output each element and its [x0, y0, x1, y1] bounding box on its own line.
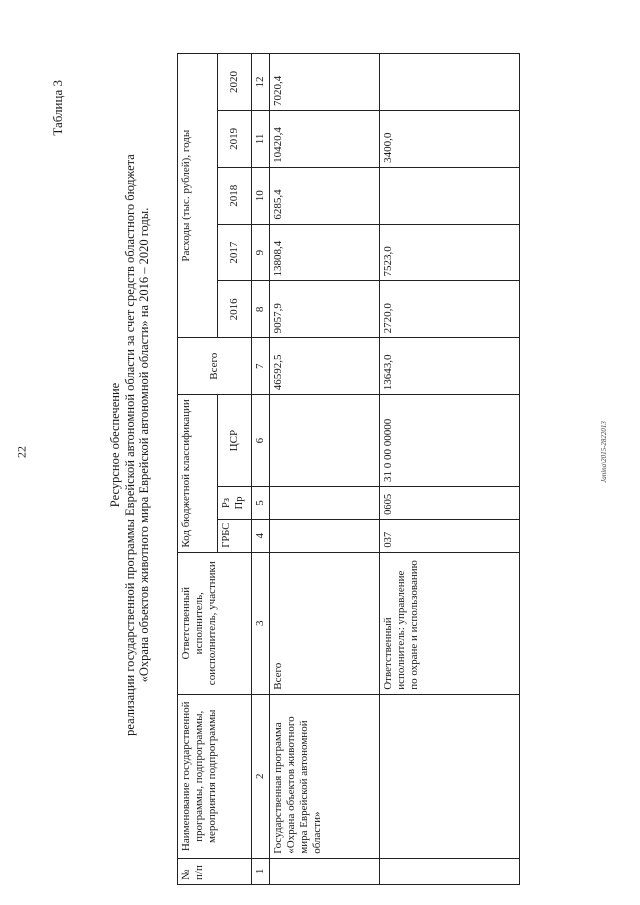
- row-2020: [380, 54, 520, 111]
- resource-table: [177, 53, 520, 885]
- row-2020: 7020,4: [270, 54, 380, 111]
- header-year: 2018: [218, 167, 252, 224]
- row-grbs: [270, 519, 380, 552]
- row-executor: Всего: [270, 552, 380, 694]
- rotated-page-content: [30, 0, 610, 895]
- col-number: 4: [252, 519, 270, 552]
- row-2018: 6285,4: [270, 167, 380, 224]
- col-number: 11: [252, 110, 270, 167]
- col-number: 8: [252, 281, 270, 338]
- col-number: 12: [252, 54, 270, 111]
- row-2017: 13808,4: [270, 224, 380, 281]
- header-year: 2016: [218, 281, 252, 338]
- row-name: [380, 694, 520, 858]
- row-total: 13643,0: [380, 338, 520, 395]
- column-number-row: [252, 54, 270, 885]
- row-rzpr: [270, 487, 380, 520]
- header-year: 2020: [218, 54, 252, 111]
- title-line-2: реализации государственной программы Еврейской автономной области за счет средств областного бюджета: [122, 154, 137, 736]
- row-csr: [270, 395, 380, 487]
- header-year: 2019: [218, 110, 252, 167]
- page-number: 22: [14, 446, 29, 458]
- header-name: Наименование государственной программы, подпрограммы, мероприятия подпрограммы: [178, 694, 252, 858]
- row-2016: 9057,9: [270, 281, 380, 338]
- title-line-3: «Охрана объектов животного мира Еврейской автономной области» на 2016 – 2020 годы.: [137, 207, 151, 683]
- header-budget-code: Код бюджетной классификации: [178, 395, 218, 552]
- row-2016: 2720,0: [380, 281, 520, 338]
- col-number: 10: [252, 167, 270, 224]
- header-executor: Ответственный исполнитель, соисполнитель, участники: [178, 552, 252, 694]
- header-total: Всего: [178, 338, 252, 395]
- document-title: [108, 65, 152, 825]
- row-num: [380, 858, 520, 884]
- col-number: 7: [252, 338, 270, 395]
- header-grbs: ГРБС: [218, 519, 252, 552]
- row-grbs: 037: [380, 519, 520, 552]
- col-number: 6: [252, 395, 270, 487]
- row-2017: 7523,0: [380, 224, 520, 281]
- header-year: 2017: [218, 224, 252, 281]
- row-name: Государственная программа «Охрана объектов животного мира Еврейской автономной области»: [270, 694, 380, 858]
- row-rzpr: 0605: [380, 487, 520, 520]
- table-row: [270, 54, 380, 885]
- row-num: [270, 858, 380, 884]
- document-side-mark: Janina\2015-2822013: [600, 421, 608, 483]
- header-rzpr: Рз Пр: [218, 487, 252, 520]
- col-number: 5: [252, 487, 270, 520]
- col-number: 1: [252, 858, 270, 884]
- row-2019: 3400,0: [380, 110, 520, 167]
- row-total: 46592,5: [270, 338, 380, 395]
- header-num: № п/п: [178, 858, 252, 884]
- col-number: 2: [252, 694, 270, 858]
- row-executor: Ответственный исполнитель: управление по охране и использованию: [380, 552, 520, 694]
- title-line-1: Ресурсное обеспечение: [108, 382, 122, 508]
- col-number: 3: [252, 552, 270, 694]
- col-number: 9: [252, 224, 270, 281]
- row-2018: [380, 167, 520, 224]
- header-csr: ЦСР: [218, 395, 252, 487]
- table-label: Таблица 3: [50, 80, 65, 136]
- header-row-1: [178, 54, 218, 885]
- row-2019: 10420,4: [270, 110, 380, 167]
- table-row: [380, 54, 520, 885]
- row-csr: 31 0 00 00000: [380, 395, 520, 487]
- header-expenses: Расходы (тыс. рублей), годы: [178, 54, 218, 338]
